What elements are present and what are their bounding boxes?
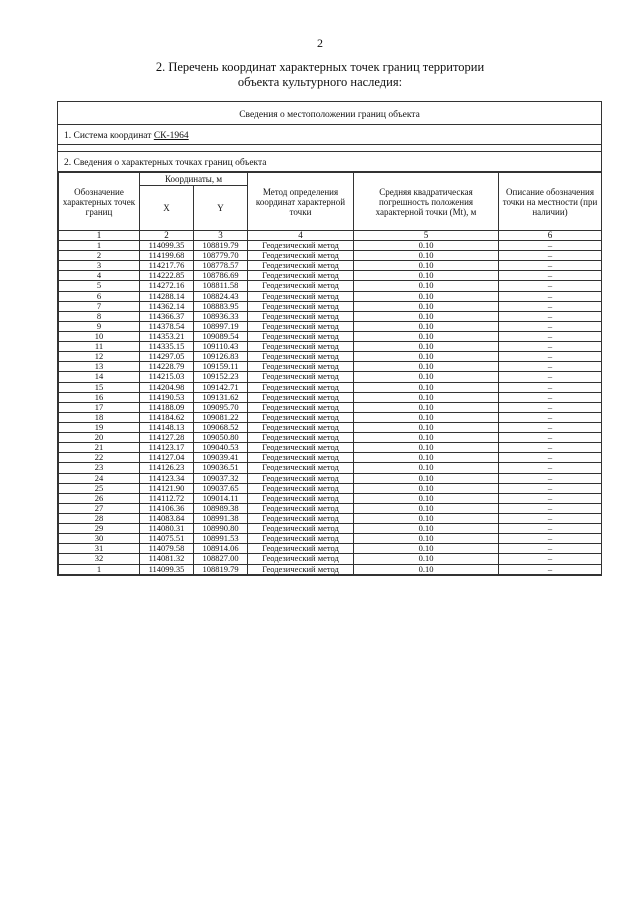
error-value-cell: 0.10 [354,382,499,392]
description-cell: – [499,291,602,301]
table-row [59,342,602,352]
method-cell: Геодезический метод [248,422,354,432]
coord-y-cell: 109152.23 [194,372,248,382]
coord-y-cell: 109068.52 [194,422,248,432]
error-value-cell: 0.10 [354,544,499,554]
table-row [59,554,602,564]
method-cell: Геодезический метод [248,564,354,574]
header-description: Описание обозначения точки на местности (при наличии) [499,173,602,231]
table-row [59,382,602,392]
column-number: 4 [248,231,354,241]
error-value-cell: 0.10 [354,271,499,281]
coord-y-cell: 109159.11 [194,362,248,372]
method-cell: Геодезический метод [248,392,354,402]
error-value-cell: 0.10 [354,473,499,483]
point-number-cell: 9 [59,321,140,331]
description-cell: – [499,544,602,554]
page-number: 2 [317,36,323,50]
table-row [59,311,602,321]
point-number-cell: 29 [59,524,140,534]
table-row [59,534,602,544]
table-row [59,261,602,271]
table-row [59,241,602,251]
coord-x-cell: 114288.14 [140,291,194,301]
method-cell: Геодезический метод [248,412,354,422]
coord-x-cell: 114112.72 [140,493,194,503]
point-number-cell: 25 [59,483,140,493]
description-cell: – [499,311,602,321]
coord-y-cell: 108779.70 [194,251,248,261]
method-cell: Геодезический метод [248,362,354,372]
point-number-cell: 2 [59,251,140,261]
description-cell: – [499,382,602,392]
error-value-cell: 0.10 [354,241,499,251]
table-row [59,422,602,432]
method-cell: Геодезический метод [248,251,354,261]
coord-x-cell: 114083.84 [140,513,194,523]
title-line-1: 2. Перечень координат характерных точек границ территории [155,60,485,74]
coord-system-row [58,125,601,145]
coord-x-cell: 114204.98 [140,382,194,392]
table-row [59,483,602,493]
table-row [59,291,602,301]
error-value-cell: 0.10 [354,493,499,503]
error-value-cell: 0.10 [354,422,499,432]
coord-y-cell: 108989.38 [194,503,248,513]
coordinates-table [58,172,602,575]
point-number-cell: 26 [59,493,140,503]
description-cell: – [499,372,602,382]
method-cell: Геодезический метод [248,331,354,341]
description-cell: – [499,453,602,463]
error-value-cell: 0.10 [354,443,499,453]
coord-x-cell: 114188.09 [140,402,194,412]
table-row [59,362,602,372]
coord-x-cell: 114123.34 [140,473,194,483]
section-header: Сведения о местоположении границ объекта [58,102,601,125]
description-cell: – [499,422,602,432]
method-cell: Геодезический метод [248,261,354,271]
table-row [59,463,602,473]
error-value-cell: 0.10 [354,524,499,534]
error-value-cell: 0.10 [354,352,499,362]
description-cell: – [499,524,602,534]
point-number-cell: 17 [59,402,140,412]
method-cell: Геодезический метод [248,342,354,352]
coord-system-label: 1. Система координат [64,131,154,141]
description-cell: – [499,564,602,574]
description-cell: – [499,281,602,291]
description-cell: – [499,331,602,341]
boundary-info-frame [57,101,602,576]
description-cell: – [499,554,602,564]
coord-y-cell: 108997.19 [194,321,248,331]
header-coordinates: Координаты, м [140,173,248,186]
coord-y-cell: 108824.43 [194,291,248,301]
coord-x-cell: 114222.85 [140,271,194,281]
error-value-cell: 0.10 [354,513,499,523]
coord-x-cell: 114081.32 [140,554,194,564]
error-value-cell: 0.10 [354,534,499,544]
point-number-cell: 28 [59,513,140,523]
coord-x-cell: 114121.90 [140,483,194,493]
table-row [59,372,602,382]
error-value-cell: 0.10 [354,331,499,341]
coord-y-cell: 108991.38 [194,513,248,523]
coord-x-cell: 114199.68 [140,251,194,261]
coord-x-cell: 114272.16 [140,281,194,291]
table-row [59,251,602,261]
coord-x-cell: 114127.28 [140,433,194,443]
table-row [59,281,602,291]
description-cell: – [499,463,602,473]
description-cell: – [499,271,602,281]
description-cell: – [499,342,602,352]
points-info-row: 2. Сведения о характерных точках границ объекта [58,152,601,172]
coord-y-cell: 108819.79 [194,241,248,251]
description-cell: – [499,513,602,523]
description-cell: – [499,443,602,453]
coord-x-cell: 114217.76 [140,261,194,271]
coord-y-cell: 109037.65 [194,483,248,493]
coord-x-cell: 114215.03 [140,372,194,382]
column-number: 1 [59,231,140,241]
error-value-cell: 0.10 [354,261,499,271]
point-number-cell: 6 [59,291,140,301]
error-value-cell: 0.10 [354,483,499,493]
spacer-row [58,145,601,152]
method-cell: Геодезический метод [248,321,354,331]
coord-y-cell: 109036.51 [194,463,248,473]
point-number-cell: 23 [59,463,140,473]
table-row [59,564,602,574]
description-cell: – [499,503,602,513]
error-value-cell: 0.10 [354,554,499,564]
table-row [59,402,602,412]
table-row [59,412,602,422]
error-value-cell: 0.10 [354,251,499,261]
description-cell: – [499,534,602,544]
point-number-cell: 22 [59,453,140,463]
coord-y-cell: 108936.33 [194,311,248,321]
coord-y-cell: 109142.71 [194,382,248,392]
coord-y-cell: 108778.57 [194,261,248,271]
coord-x-cell: 114148.13 [140,422,194,432]
coord-y-cell: 109131.62 [194,392,248,402]
column-number: 5 [354,231,499,241]
point-number-cell: 24 [59,473,140,483]
coord-y-cell: 109081.22 [194,412,248,422]
error-value-cell: 0.10 [354,362,499,372]
method-cell: Геодезический метод [248,301,354,311]
column-number: 2 [140,231,194,241]
method-cell: Геодезический метод [248,271,354,281]
method-cell: Геодезический метод [248,544,354,554]
coord-y-cell: 109089.54 [194,331,248,341]
method-cell: Геодезический метод [248,473,354,483]
point-number-cell: 8 [59,311,140,321]
table-row [59,453,602,463]
error-value-cell: 0.10 [354,301,499,311]
header-error: Средняя квадратическая погрешность положения характерной точки (Mt), м [354,173,499,231]
coord-x-cell: 114099.35 [140,564,194,574]
method-cell: Геодезический метод [248,433,354,443]
coord-x-cell: 114075.51 [140,534,194,544]
method-cell: Геодезический метод [248,463,354,473]
method-cell: Геодезический метод [248,503,354,513]
coord-y-cell: 108991.53 [194,534,248,544]
table-row [59,331,602,341]
coord-y-cell: 108811.58 [194,281,248,291]
coord-x-cell: 114335.15 [140,342,194,352]
method-cell: Геодезический метод [248,372,354,382]
point-number-cell: 11 [59,342,140,352]
coord-y-cell: 109039.41 [194,453,248,463]
coord-y-cell: 108786.69 [194,271,248,281]
table-row [59,433,602,443]
column-number: 6 [499,231,602,241]
error-value-cell: 0.10 [354,372,499,382]
header-x: X [140,186,194,231]
method-cell: Геодезический метод [248,241,354,251]
coord-x-cell: 114127.04 [140,453,194,463]
table-row [59,271,602,281]
coord-x-cell: 114378.54 [140,321,194,331]
point-number-cell: 1 [59,564,140,574]
column-number: 3 [194,231,248,241]
error-value-cell: 0.10 [354,281,499,291]
description-cell: – [499,321,602,331]
error-value-cell: 0.10 [354,453,499,463]
coord-x-cell: 114366.37 [140,311,194,321]
error-value-cell: 0.10 [354,433,499,443]
point-number-cell: 13 [59,362,140,372]
error-value-cell: 0.10 [354,503,499,513]
table-row [59,503,602,513]
coord-x-cell: 114184.62 [140,412,194,422]
method-cell: Геодезический метод [248,524,354,534]
coord-y-cell: 109126.83 [194,352,248,362]
point-number-cell: 4 [59,271,140,281]
method-cell: Геодезический метод [248,483,354,493]
point-number-cell: 21 [59,443,140,453]
method-cell: Геодезический метод [248,311,354,321]
coord-y-cell: 109037.32 [194,473,248,483]
description-cell: – [499,473,602,483]
column-numbers-row [59,231,602,241]
method-cell: Геодезический метод [248,291,354,301]
description-cell: – [499,483,602,493]
point-number-cell: 5 [59,281,140,291]
description-cell: – [499,241,602,251]
coord-y-cell: 109050.80 [194,433,248,443]
description-cell: – [499,433,602,443]
description-cell: – [499,261,602,271]
description-cell: – [499,493,602,503]
coord-x-cell: 114353.21 [140,331,194,341]
point-number-cell: 18 [59,412,140,422]
point-number-cell: 15 [59,382,140,392]
table-row [59,443,602,453]
description-cell: – [499,362,602,372]
error-value-cell: 0.10 [354,463,499,473]
coord-x-cell: 114297.05 [140,352,194,362]
coord-y-cell: 108914.06 [194,544,248,554]
description-cell: – [499,352,602,362]
table-row [59,513,602,523]
point-number-cell: 1 [59,241,140,251]
description-cell: – [499,412,602,422]
method-cell: Геодезический метод [248,513,354,523]
point-number-cell: 30 [59,534,140,544]
method-cell: Геодезический метод [248,443,354,453]
table-row [59,524,602,534]
description-cell: – [499,251,602,261]
coord-y-cell: 109014.11 [194,493,248,503]
description-cell: – [499,392,602,402]
table-row [59,544,602,554]
method-cell: Геодезический метод [248,453,354,463]
point-number-cell: 7 [59,301,140,311]
coord-x-cell: 114126.23 [140,463,194,473]
coord-x-cell: 114190.53 [140,392,194,402]
point-number-cell: 14 [59,372,140,382]
coord-y-cell: 108819.79 [194,564,248,574]
method-cell: Геодезический метод [248,382,354,392]
coord-y-cell: 109110.43 [194,342,248,352]
table-row [59,493,602,503]
error-value-cell: 0.10 [354,311,499,321]
point-number-cell: 12 [59,352,140,362]
point-number-cell: 3 [59,261,140,271]
error-value-cell: 0.10 [354,564,499,574]
title-line-2: объекта культурного наследия: [237,75,403,89]
coord-x-cell: 114123.17 [140,443,194,453]
method-cell: Геодезический метод [248,493,354,503]
table-row [59,301,602,311]
method-cell: Геодезический метод [248,352,354,362]
table-row [59,352,602,362]
coord-y-cell: 108990.80 [194,524,248,534]
method-cell: Геодезический метод [248,554,354,564]
error-value-cell: 0.10 [354,291,499,301]
error-value-cell: 0.10 [354,402,499,412]
method-cell: Геодезический метод [248,402,354,412]
description-cell: – [499,301,602,311]
error-value-cell: 0.10 [354,342,499,352]
coord-system-value: СК-1964 [153,131,189,141]
method-cell: Геодезический метод [248,534,354,544]
header-y: Y [194,186,248,231]
coord-y-cell: 109040.53 [194,443,248,453]
coord-y-cell: 109095.70 [194,402,248,412]
coord-x-cell: 114080.31 [140,524,194,534]
coord-x-cell: 114228.79 [140,362,194,372]
point-number-cell: 19 [59,422,140,432]
table-row [59,392,602,402]
error-value-cell: 0.10 [354,412,499,422]
coordinates-table-body [59,241,602,575]
point-number-cell: 27 [59,503,140,513]
coord-y-cell: 108827.00 [194,554,248,564]
point-number-cell: 20 [59,433,140,443]
method-cell: Геодезический метод [248,281,354,291]
header-method: Метод определения координат характерной точки [248,173,354,231]
point-number-cell: 10 [59,331,140,341]
error-value-cell: 0.10 [354,392,499,402]
error-value-cell: 0.10 [354,321,499,331]
coord-y-cell: 108883.95 [194,301,248,311]
coord-x-cell: 114079.58 [140,544,194,554]
table-row [59,321,602,331]
table-row [59,473,602,483]
header-designation: Обозначение характерных точек границ [59,173,140,231]
page-title [100,60,540,90]
point-number-cell: 32 [59,554,140,564]
description-cell: – [499,402,602,412]
coord-x-cell: 114106.36 [140,503,194,513]
coord-x-cell: 114099.35 [140,241,194,251]
coord-x-cell: 114362.14 [140,301,194,311]
point-number-cell: 16 [59,392,140,402]
point-number-cell: 31 [59,544,140,554]
